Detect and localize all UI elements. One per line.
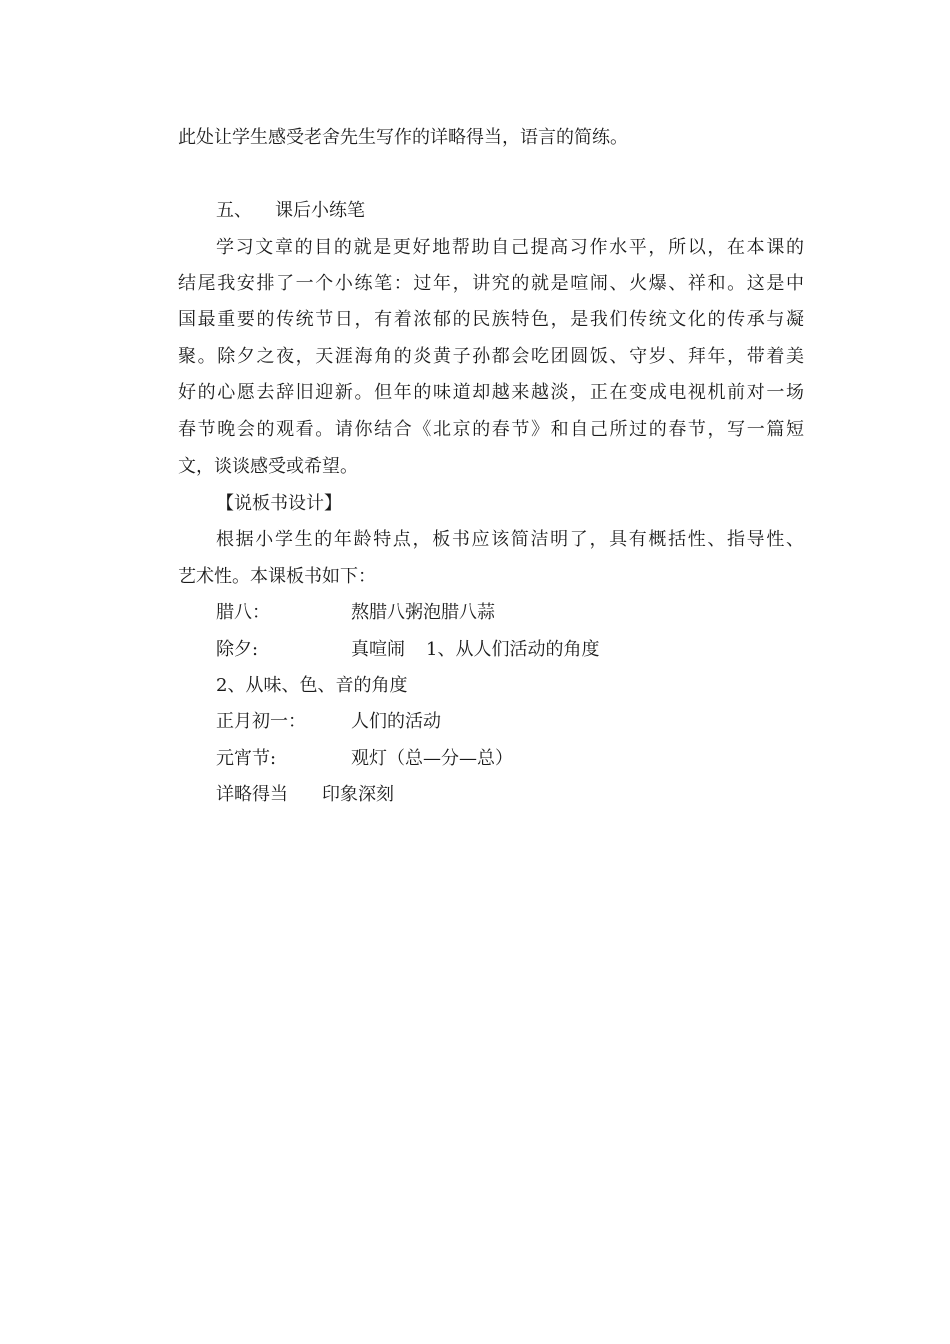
board-row-content: 观灯（总—分—总）: [351, 748, 513, 769]
paragraph-line: 文，谈谈感受或希望。: [178, 456, 358, 477]
board-row-label: 元宵节:: [216, 748, 277, 769]
board-row-label: 详略得当: [216, 784, 288, 805]
paragraph-line: 学习文章的目的就是更好地帮助自己提高习作水平，所以，在本课的: [216, 237, 804, 258]
board-intro-line: 根据小学生的年龄特点，板书应该简洁明了，具有概括性、指导性、: [216, 529, 804, 550]
intro-line: 此处让学生感受老舍先生写作的详略得当，语言的简练。: [178, 127, 628, 148]
board-intro-line: 艺术性。本课板书如下：: [178, 566, 376, 587]
paragraph-line: 国最重要的传统节日，有着浓郁的民族特色，是我们传统文化的传承与凝: [178, 309, 804, 330]
board-row-label: 除夕:: [216, 639, 259, 660]
board-row-label: 腊八：: [216, 602, 270, 623]
board-row-label: 2、从味、色、音的角度: [216, 675, 408, 696]
section-title: 课后小练笔: [275, 200, 365, 221]
board-row-content: 熬腊八粥泡腊八蒜: [351, 602, 495, 623]
paragraph-line: 好的心愿去辞旧迎新。但年的味道却越来越淡，正在变成电视机前对一场: [178, 382, 804, 403]
paragraph-line: 聚。除夕之夜，天涯海角的炎黄子孙都会吃团圆饭、守岁、拜年，带着美: [178, 346, 804, 367]
board-row-extra: 1、从人们活动的角度: [426, 639, 600, 660]
board-row-label: 正月初一：: [216, 711, 306, 732]
board-row-content: 人们的活动: [351, 711, 441, 732]
board-row-content: 印象深刻: [322, 784, 394, 805]
paragraph-line: 春节晚会的观看。请你结合《北京的春节》和自己所过的春节，写一篇短: [178, 419, 804, 440]
paragraph-line: 结尾我安排了一个小练笔：过年，讲究的就是喧闹、火爆、祥和。这是中: [178, 273, 804, 294]
board-row-content: 真喧闹: [351, 639, 405, 660]
board-heading: 【说板书设计】: [216, 493, 342, 514]
section-number: 五、: [216, 200, 252, 221]
